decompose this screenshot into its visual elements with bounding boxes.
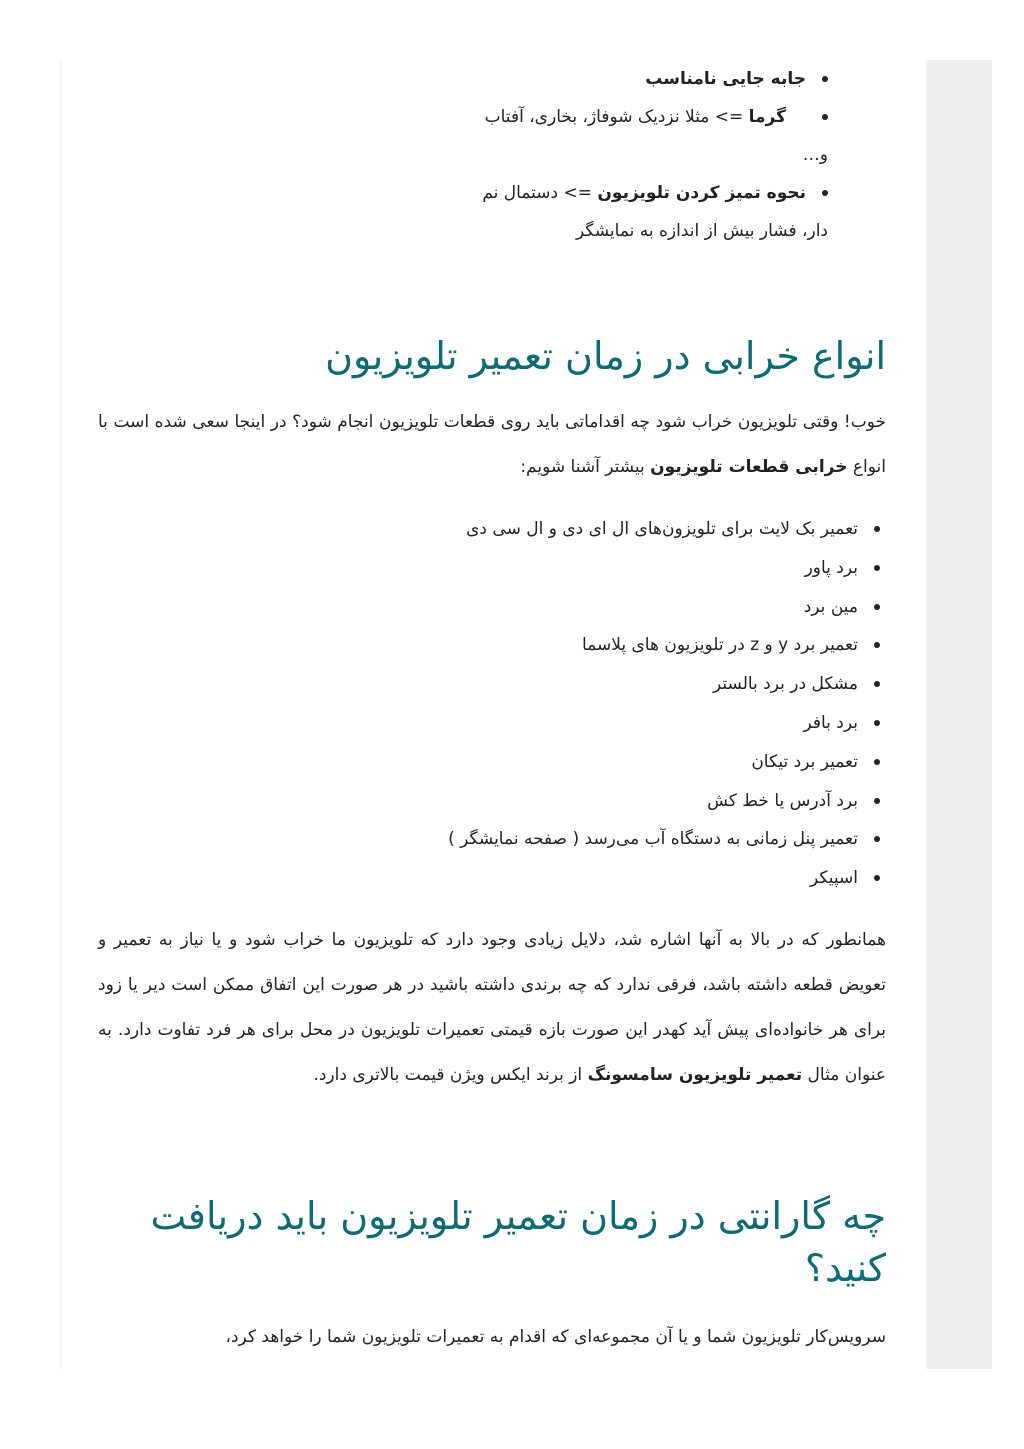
right-sidebar — [926, 60, 992, 1369]
list-item: برد پاور — [98, 549, 886, 588]
paragraph-text: بیشتر آشنا شویم: — [520, 457, 651, 477]
continuation-text: و… — [802, 145, 828, 165]
list-item: برد آدرس یا خط کش — [98, 782, 886, 821]
continuation-text: دار، فشار بیش از اندازه به نمایشگر — [575, 221, 828, 241]
list-item: تعمیر برد y و z در تلویزیون های پلاسما — [98, 626, 886, 665]
list-item-text: => مثلا نزدیک شوفاژ، بخاری، آفتاب — [484, 107, 749, 127]
paragraph-text: همانطور که در بالا به آنها اشاره شد، دلایل زیادی وجود دارد که تلویزیون ما خراب شود و یا نیاز به تعمیر و تعویض قطعه داشته باشد، فرقی ندارد که چه برندی داشته باشید در هر صورت این اتفاق ممکن است دیر یا زود برای هر خانواده‌ای پیش آید کهدر این صورت بازه قیمتی تعمیرات تلویزیون در محل برای هر فرد تفاوت دارد. به عنوان مثال — [98, 930, 886, 1085]
list-item-bold: جابه جایی نامناسب — [645, 69, 806, 89]
paragraph-bold-link: خرابی قطعات تلویزیون — [650, 457, 848, 477]
summary-paragraph — [98, 918, 886, 1098]
list-item: اسپیکر — [98, 859, 886, 898]
list-item: تعمیر پنل زمانی به دستگاه آب می‌رسد ( صفحه نمایشگر ) — [98, 820, 886, 859]
list-item — [428, 60, 828, 98]
paragraph-text: از برند ایکس ویژن قیمت بالاتری دارد. — [313, 1065, 588, 1085]
list-item — [428, 98, 828, 136]
list-item: تعمیر بک لایت برای تلویزون‌های ال ای دی و ال سی دی — [98, 510, 886, 549]
list-item — [428, 174, 828, 212]
list-item-text: => دستمال نم — [482, 183, 598, 203]
list-item-bold: نحوه تمیز کردن تلویزیون — [597, 183, 806, 203]
section-intro-paragraph: سرویس‌کار تلویزیون شما و یا آن مجموعه‌ای که اقدام به تعمیرات تلویزیون شما را خواهد کرد، — [225, 1327, 886, 1347]
section-intro-paragraph — [98, 400, 886, 490]
list-item: تعمیر برد تیکان — [98, 743, 886, 782]
paragraph-text: خوب! وقتی تلویزیون خراب شود چه اقداماتی باید روی قطعات تلویزیون انجام شود؟ در اینجا سعی شده است با انواع — [98, 412, 886, 477]
damage-causes-list — [428, 60, 828, 250]
list-item: مین برد — [98, 588, 886, 627]
list-item-bold: گرما — [748, 107, 786, 127]
paragraph-bold-link: تعمیر تلویزیون سامسونگ — [587, 1065, 803, 1085]
section-heading: انواع خرابی در زمان تعمیر تلویزیون — [325, 334, 886, 378]
section-heading: چه گارانتی در زمان تعمیر تلویزیون باید دریافت کنید؟ — [150, 1194, 886, 1290]
page-left-edge — [60, 60, 62, 1369]
list-continuation — [428, 212, 828, 250]
list-item: مشکل در برد بالستر — [98, 665, 886, 704]
damage-types-list — [98, 510, 886, 898]
list-item: برد بافر — [98, 704, 886, 743]
list-continuation — [428, 136, 828, 174]
